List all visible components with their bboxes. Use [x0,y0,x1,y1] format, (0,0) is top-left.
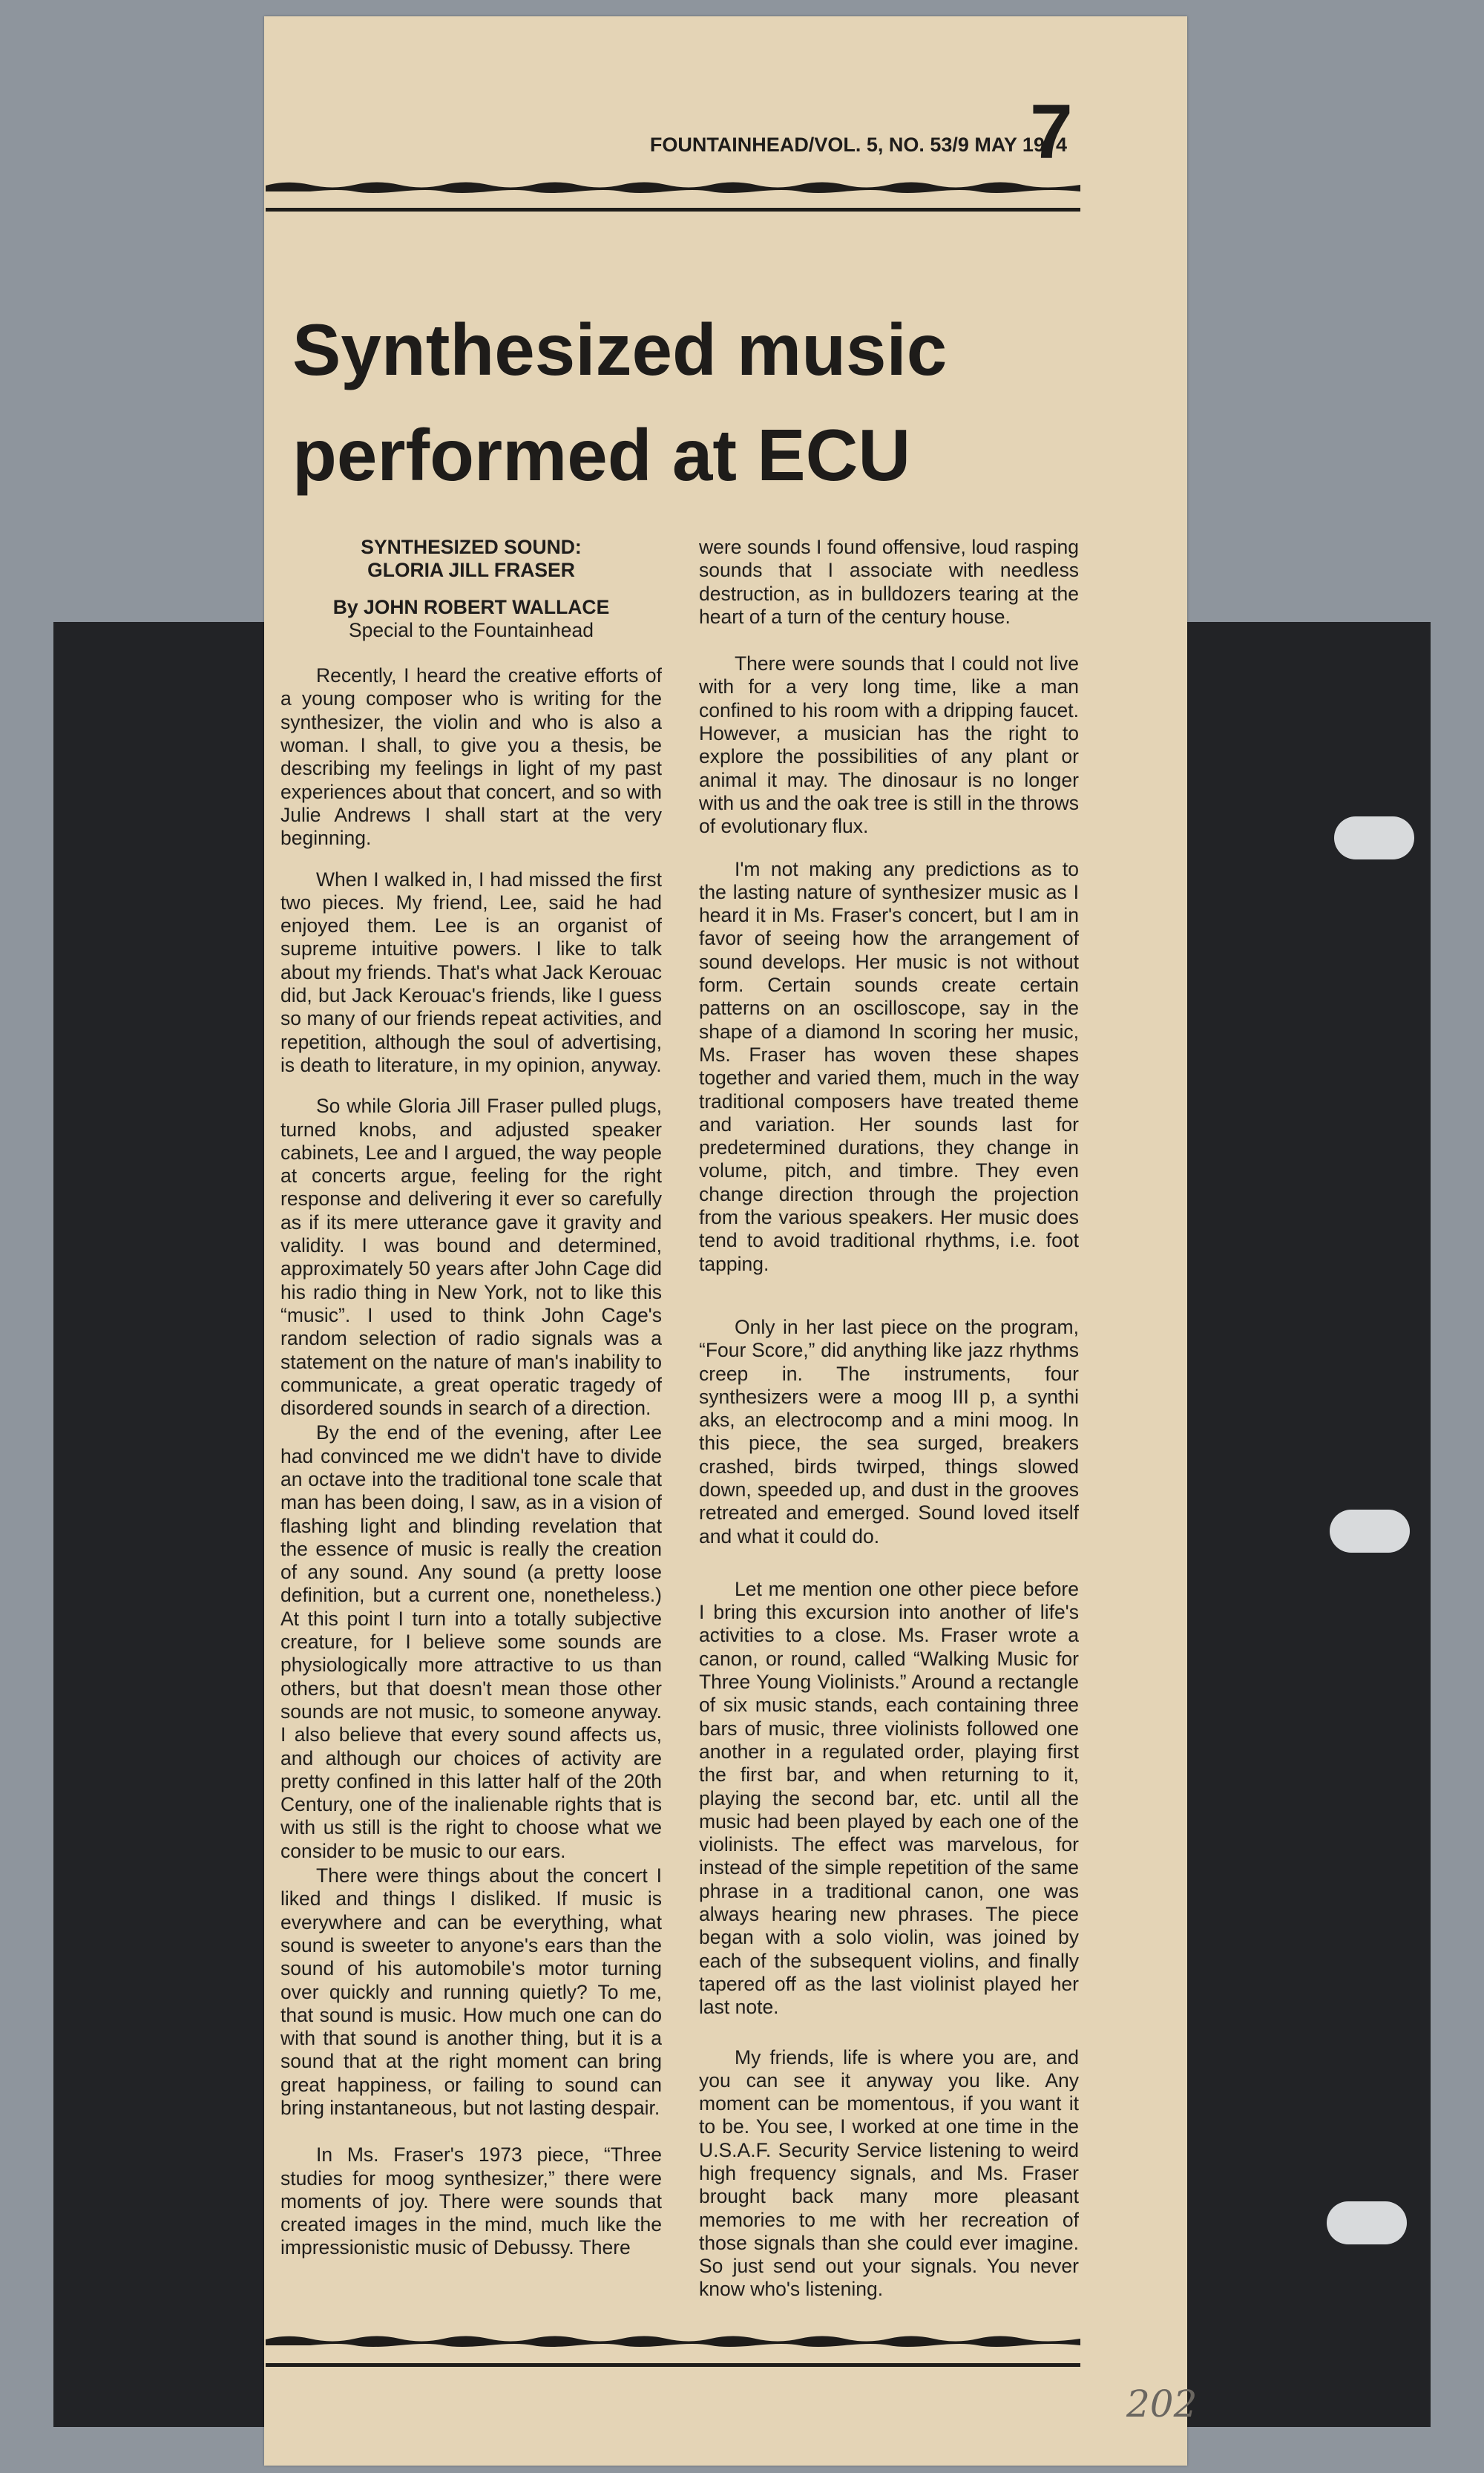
credit-line: Special to the Fountainhead [348,618,594,641]
headline [292,297,1079,508]
left-paragraph-2: When I walked in, I had missed the first two pieces. My friend, Lee, said he had enjoyed them. Lee is an organist of supreme intuitive powers. I like to talk about my friends. That's what Jack Kerouac did, but Jack Kerouac's friends, like I guess so many of our friends repeat activities, and repetition, although the soul of advertising, is death to literature, in my opinion, anyway. [280,868,662,1076]
right-paragraph-3: I'm not making any predictions as to the lasting nature of synthesizer music as I heard it in Ms. Fraser's concert, but I am in favor of seeing how the arrangement of sound develops. Her music is not without form. Certain sounds create certain patterns on an oscilloscope, say in the shape of a diamond In scoring her music, Ms. Fraser has woven these shapes together and varied them, much in the way traditional composers have treated theme and variation. Her sounds last for predetermined durations, they change in volume, pitch, and timbre. They even change direction through the projection from the various speakers. Her music does tend to avoid traditional rhythms, i.e. foot tapping. [699,857,1079,1275]
top-wavy-rule [266,178,1080,194]
right-paragraph-1: were sounds I found offensive, loud rasping sounds that I associate with needless destruction, as in bulldozers tearing at the heart of a turn of the century house. [699,536,1079,628]
right-column [699,536,1079,2302]
top-thin-rule [266,208,1080,212]
subhead-line-2: GLORIA JILL FRASER [367,559,575,582]
right-paragraph-4: Only in her last piece on the program, “Four Score,” did anything like jazz rhythms creep in. The instruments, four synthesizers were a moog III p, a synthi aks, an electrocomp and a mini moog. In this piece, the sea surged, breakers crashed, birds twirped, things slowed down, speeded up, and dust in the grooves retreated and emerged. Sound loved itself and what it could do. [699,1315,1079,1547]
subhead-line-1: SYNTHESIZED SOUND: [361,536,582,558]
right-paragraph-5: Let me mention one other piece before I bring this excursion into another of life's activities to a close. Ms. Fraser wrote a canon, or round, called “Walking Music for Three Young Violinists.” Around a rectangle of six music stands, each containing three bars of music, three violinists followed one another in a regulated order, playing first the first bar, and when returning to it, playing the second bar, etc. until all the music had been played by each one of the violinists. The effect was marvelous, for instead of the simple repetition of the same phrase in a traditional canon, one was always hearing new phrases. The piece began with a solo violin, was joined by each of the subsequent violins, and finally tapered off as the last violinist played her last note. [699,1577,1079,2019]
left-paragraph-3: So while Gloria Jill Fraser pulled plugs, turned knobs, and adjusted speaker cabinets, Lee and I argued, the way people at concerts argue, feeling for the right response and delivering it ever so carefully as if its mere utterance gave it gravity and validity. I was bound and determined, approximately 50 years after John Cage did his radio thing in New York, not to like this “music”. I used to think John Cage's random selection of radio signals was a statement on the nature of man's inability to communicate, a great operatic tragedy of disordered sounds in search of a direction. [280,1095,662,1420]
page-number: 7 [1030,89,1073,175]
bottom-thin-rule [266,2363,1080,2367]
right-paragraph-2: There were sounds that I could not live with for a very long time, like a man confined to his room with a dripping faucet. However, a musician has the right to explore the possibilities of any plant or animal it may. The dinosaur is no longer with us and the oak tree is still in the throws of evolutionary flux. [699,652,1079,838]
left-paragraph-1: Recently, I heard the creative efforts of a young composer who is writing for the synthesizer, the violin and who is also a woman. I shall, to give you a thesis, be describing my feelings in light of my past experiences about that concert, and so with Julie Andrews I shall start at the very beginning. [280,664,662,850]
left-paragraph-4: By the end of the evening, after Lee had convinced me we didn't have to divide an octave into the traditional tone scale that man has been doing, I saw, as in a vision of flashing light and blinding revelation that the essence of music is really the creation of any sound. Any sound (a pretty loose definition, but a current one, nonetheless.) At this point I turn into a totally subjective creature, for I believe some sounds are physiologically more attractive to us than others, but that doesn't mean those other sounds are not music, to someone anyway. I also believe that every sound affects us, and although our choices of activity are pretty confined in this latter half of the 20th Century, one of the inalienable rights that is with us still is the right to choose what we consider to be music to our ears. [280,1421,662,1862]
byline [280,536,662,642]
bottom-wavy-rule [266,2332,1080,2348]
left-column [280,536,662,2260]
left-paragraph-6: In Ms. Fraser's 1973 piece, “Three studies for moog synthesizer,” there were moments of joy. There were sounds that created images in the mind, much like the impressionistic music of Debussy. There [280,2143,662,2259]
binder-hole-middle [1330,1510,1410,1553]
issue-line: FOUNTAINHEAD/VOL. 5, NO. 53/9 MAY 1974 [649,134,1067,156]
author-line: By JOHN ROBERT WALLACE [332,595,610,618]
binder-hole-bottom [1327,2201,1407,2244]
headline-line-1: Synthesized music [292,309,948,390]
left-paragraph-5: There were things about the concert I liked and things I disliked. If music is everywhere and can be everything, what sound is sweeter to anyone's ears than the sound of his automobile's motor turning over quickly and running quietly? To me, that sound is music. How much one can do with that sound is another thing, but it is a sound that at the right moment can bring great happiness, or failing to sound can bring instantaneous, but not lasting despair. [280,1864,662,2119]
headline-line-2: performed at ECU [292,414,911,496]
handwritten-page-note: 202 [1126,2382,1198,2425]
binder-hole-top [1334,816,1414,859]
right-paragraph-6: My friends, life is where you are, and you can see it anyway you like. Any moment can be momentous, if you want it to be. You see, I worked at one time in the U.S.A.F. Security Service listening to weird high frequency signals, and Ms. Fraser brought back many more pleasant memories to me with her recreation of those signals than she could ever imagine. So just send out your signals. You never know who's listening. [699,2045,1079,2301]
